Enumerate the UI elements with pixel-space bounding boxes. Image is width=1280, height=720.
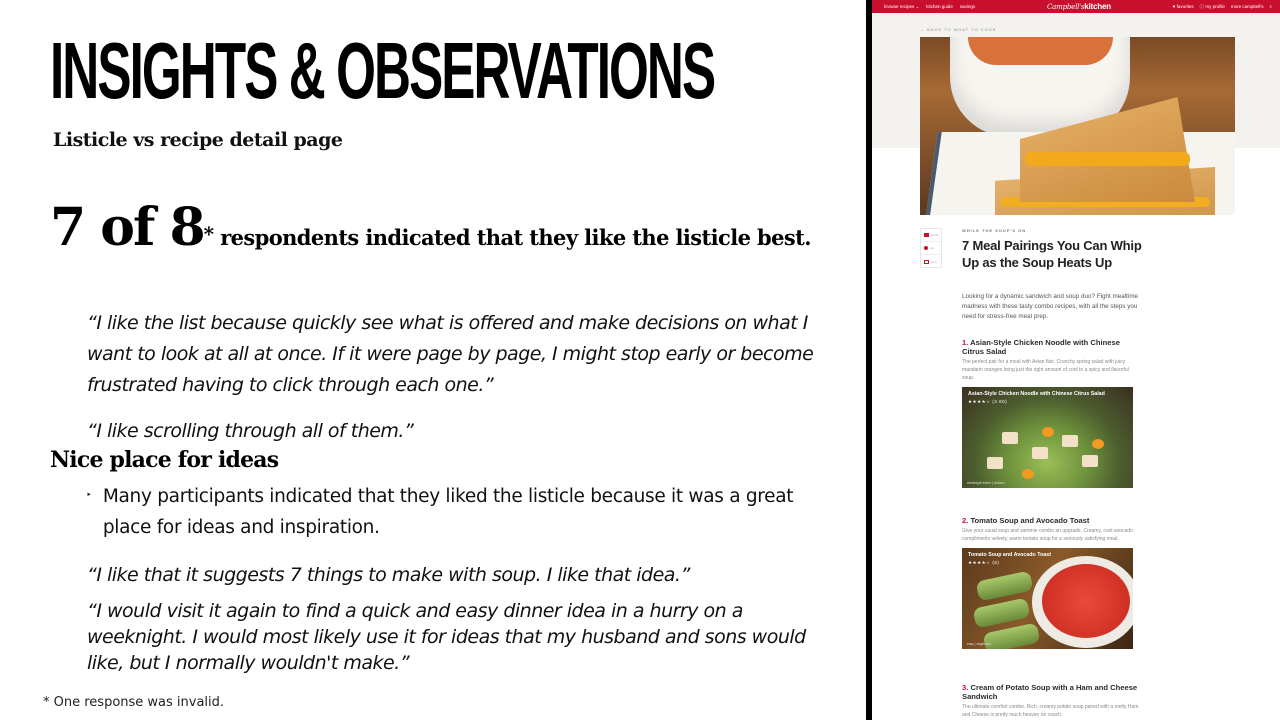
website-screenshot: [872, 0, 1280, 720]
rating-stars: ★★★★☆ (2.60): [968, 399, 1008, 404]
item-title[interactable]: 2. Tomato Soup and Avocado Toast: [962, 516, 1090, 525]
slide-subtitle: Listicle vs recipe detail page: [53, 129, 343, 151]
item-image-caption: Tomato Soup and Avocado Toast: [968, 552, 1051, 558]
nav-favorites[interactable]: ♥ favorites: [1172, 4, 1194, 9]
pinterest-icon: [924, 246, 928, 250]
logo-word: kitchen: [1084, 2, 1111, 11]
search-icon[interactable]: ⌕: [1269, 4, 1272, 9]
print-icon: [924, 260, 929, 264]
rating-stars: ★★★★☆ (6): [968, 560, 1000, 565]
nav-savings[interactable]: savings: [959, 4, 976, 9]
bullet-item: [86, 481, 816, 543]
bullet-text: Many participants indicated that they liked the listicle because it was a great place for ideas and inspiration.: [102, 486, 794, 538]
quote-list-decisions: “I like the list because quickly see what is offered and make decisions on what I want to look at all at once. If it were page by page, I might stop early or become frustrated having to click through each one.”: [87, 312, 814, 396]
nav-my-profile[interactable]: ⓘ my profile: [1199, 3, 1225, 9]
item-description: The perfect pair for a meal with Asian flair. Crunchy spring salad with juicy mandarin oranges bring just the right amount of cool to a spicy and flavorful soup.: [962, 359, 1129, 381]
nav-browse-recipes[interactable]: browse recipes ⌄: [884, 3, 920, 9]
share-pin-button[interactable]: pin: [921, 242, 941, 255]
item-image[interactable]: [962, 387, 1133, 488]
logo-script: Campbell's: [1047, 3, 1085, 11]
article-intro: Looking for a dynamic sandwich and soup duo? Fight mealtime madness with these tasty combo recipes, with all the steps you need for stress-free meal prep.: [962, 293, 1139, 320]
article-title: 7 Meal Pairings You Can Whip Up as the Soup Heats Up: [962, 238, 1142, 270]
email-icon: [924, 233, 929, 237]
stat-text: respondents indicated that they like the listicle best.: [213, 225, 811, 250]
slide-title: INSIGHTS & OBSERVATIONS: [50, 26, 715, 115]
bullet-icon: ‣: [86, 490, 92, 501]
list-item: [962, 516, 1142, 649]
footnote: * One response was invalid.: [43, 695, 225, 710]
quote-scrolling: “I like scrolling through all of them.”: [87, 420, 414, 442]
article-kicker: WHILE THE SOUP'S ON: [962, 228, 1027, 233]
quote-seven-things: “I like that it suggests 7 things to make with soup. I like that idea.”: [87, 564, 690, 586]
back-link[interactable]: ← BACK TO WHAT TO COOK: [920, 27, 997, 32]
share-email-button[interactable]: email: [921, 229, 941, 242]
section-heading: Nice place for ideas: [50, 447, 279, 473]
share-toolbar: [920, 228, 942, 268]
list-item: [962, 683, 1142, 719]
hero-image-grilled-cheese-and-soup: [920, 37, 1235, 215]
nav-more-campbells[interactable]: more campbell's: [1230, 4, 1264, 9]
list-item: [962, 338, 1142, 488]
item-tags: weeknight dinner | chicken: [967, 481, 1005, 485]
nav-kitchen-guide[interactable]: kitchen guide: [926, 4, 953, 9]
item-image-caption: Asian-Style Chicken Noodle with Chinese Citrus Salad: [968, 391, 1105, 397]
share-print-button[interactable]: print: [921, 255, 941, 268]
site-nav-bar: [872, 0, 1280, 13]
site-logo[interactable]: [1047, 2, 1111, 11]
stat-figure: 7 of 8: [50, 197, 204, 258]
item-tags: easy | vegetarian: [967, 642, 992, 646]
item-title[interactable]: 1. Asian-Style Chicken Noodle with Chinese Citrus Salad: [962, 338, 1120, 356]
item-title[interactable]: 3. Cream of Potato Soup with a Ham and Cheese Sandwich: [962, 683, 1138, 701]
quote-weeknight: “I would visit it again to find a quick and easy dinner idea in a hurry on a weeknight. I would most likely use it for ideas that my husband and sons would like, but I normally wouldn't make.”: [87, 600, 806, 674]
item-description: Give your usual soup and sammie combo an upgrade. Creamy, cool avocado compliments velvety, warm tomato soup for a seriously satisfying meal.: [962, 528, 1133, 542]
key-stat: [50, 197, 830, 261]
stat-asterisk: *: [203, 222, 214, 246]
item-description: The ultimate comfort combo. Rich, creamy potato soup paired with a melty Ham and Cheese is pretty much heaven on couch.: [962, 704, 1139, 718]
item-image[interactable]: [962, 548, 1133, 649]
